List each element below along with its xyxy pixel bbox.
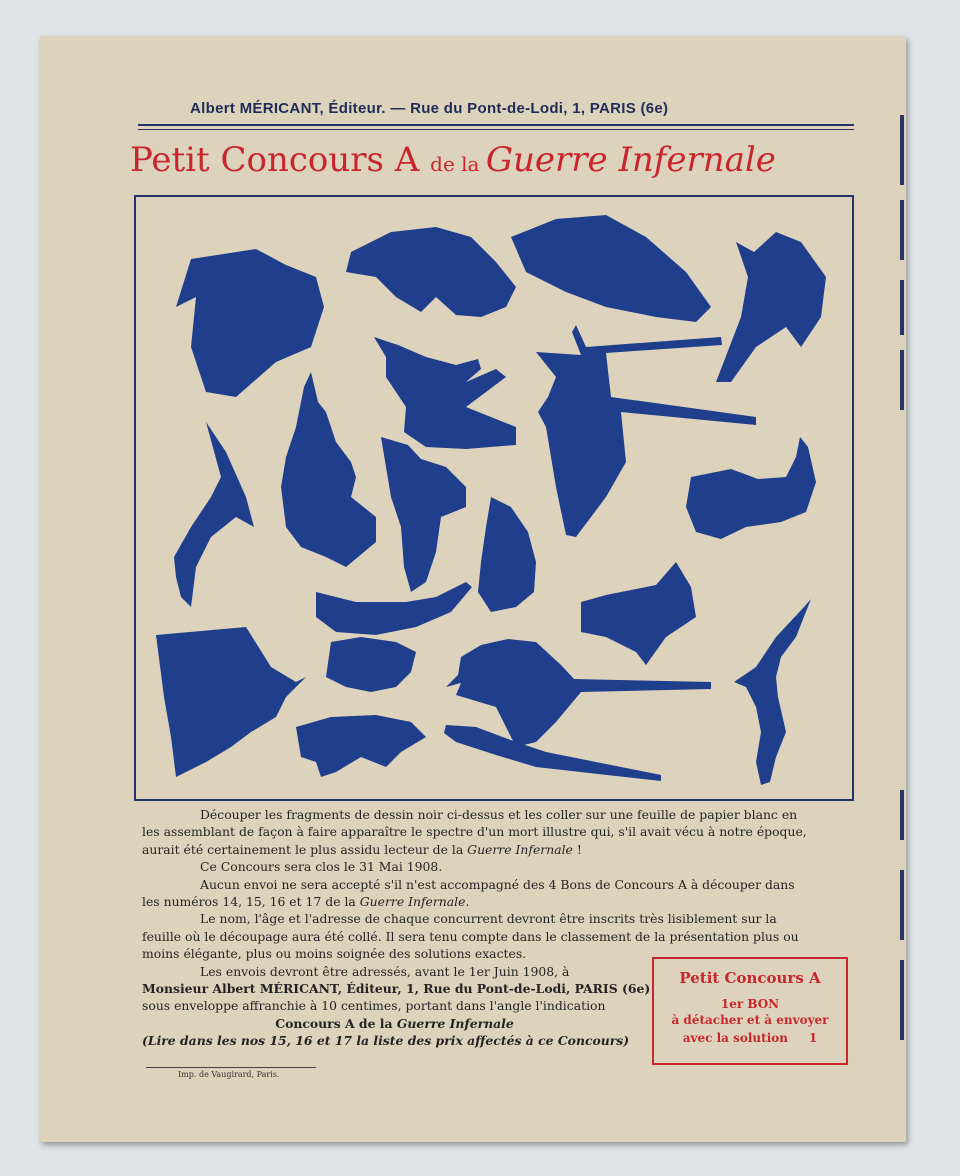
fragment-5	[374, 337, 516, 449]
instruction-line: sous enveloppe affranchie à 10 centimes, portant dans l'angle l'indication	[142, 998, 606, 1014]
fragment-1	[176, 249, 324, 397]
instruction-line: les numéros 14, 15, 16 et 17 de la	[142, 894, 360, 910]
instruction-line: les assemblant de façon à faire apparaître le spectre d'un mort illustre qui, s'il avait vécu à notre époque,	[142, 824, 807, 840]
mailing-address: Monsieur Albert MÉRICANT, Éditeur, 1, Rue du Pont-de-Lodi, PARIS (6e)	[142, 981, 651, 997]
punctuation: !	[572, 841, 582, 857]
fragment-9	[381, 437, 466, 592]
fragment-17	[444, 725, 661, 781]
instruction-line: Aucun envoi ne sera accepté s'il n'est accompagné des 4 Bons de Concours A à découper dans	[200, 876, 795, 892]
binding-marks	[900, 110, 906, 1070]
fragment-13	[326, 637, 416, 692]
fragment-12	[316, 582, 472, 635]
printer-rule	[146, 1067, 316, 1068]
binding-mark	[900, 350, 904, 410]
title-part-3: Guerre Infernale	[485, 140, 776, 180]
printer-credit: Imp. de Vaugirard, Paris.	[178, 1070, 280, 1079]
coupon-title: Petit Concours A	[679, 969, 821, 987]
coupon-line-1: à détacher et à envoyer	[671, 1013, 829, 1027]
fragment-7	[174, 422, 254, 607]
fragment-3	[511, 215, 711, 322]
fragment-10	[478, 497, 536, 612]
punctuation: .	[465, 894, 470, 910]
instruction-line: aurait été certainement le plus assidu lecteur de la	[142, 841, 468, 857]
fragment-14	[581, 562, 696, 665]
coupon-number: 1	[808, 1031, 818, 1045]
deadline-line: Les envois devront être adressés, avant le 1er Juin 1908, à	[200, 963, 570, 979]
fragment-4	[716, 232, 826, 382]
magazine-name: Guerre Infernale	[359, 894, 466, 910]
magazine-name: Guerre Infernale	[396, 1015, 514, 1031]
puzzle-frame	[134, 195, 854, 801]
coupon-line-2: avec la solution 1	[682, 1031, 818, 1045]
fragment-18	[296, 715, 426, 777]
fragment-11	[686, 437, 816, 539]
header-rule-top	[138, 124, 854, 126]
title-part-2: de la	[430, 152, 486, 176]
coupon-bon: 1er BON	[720, 997, 780, 1011]
fragment-19	[734, 599, 811, 785]
instruction-line: Découper les fragments de dessin noir ci-dessus et les coller sur une feuille de papier blanc en	[200, 807, 798, 822]
fragment-15	[156, 627, 306, 777]
instruction-line: Le nom, l'âge et l'adresse de chaque concurrent devront être inscrits très lisiblement sur la	[200, 911, 777, 927]
binding-mark	[900, 790, 904, 840]
header-rule-bottom	[138, 129, 854, 130]
binding-mark	[900, 200, 904, 260]
closing-date: Ce Concours sera clos le 31 Mai 1908.	[200, 859, 443, 875]
binding-mark	[900, 960, 904, 1040]
fragment-8	[281, 372, 376, 567]
page-title	[130, 140, 860, 180]
coupon-box	[652, 957, 848, 1065]
instruction-line: feuille où le découpage aura été collé. Il sera tenu compte dans le classement de la présentation plus ou	[142, 928, 799, 944]
fragment-2	[346, 227, 516, 317]
puzzle-fragments	[136, 197, 852, 799]
publisher-line: Albert MÉRICANT, Éditeur. — Rue du Pont-de-Lodi, 1, PARIS (6e)	[190, 100, 669, 117]
instruction-line: moins élégante, plus ou moins soignée des solutions exactes.	[142, 946, 527, 962]
binding-mark	[900, 280, 904, 335]
magazine-name: Guerre Infernale	[467, 841, 573, 857]
binding-mark	[900, 870, 904, 940]
binding-mark	[900, 115, 904, 185]
contest-label: Concours A de la Guerre Infernale	[275, 1015, 514, 1031]
prizes-note: (Lire dans les nos 15, 16 et 17 la liste des prix affectés à ce Concours)	[142, 1033, 630, 1049]
title-part-1: Petit Concours A	[130, 140, 431, 180]
